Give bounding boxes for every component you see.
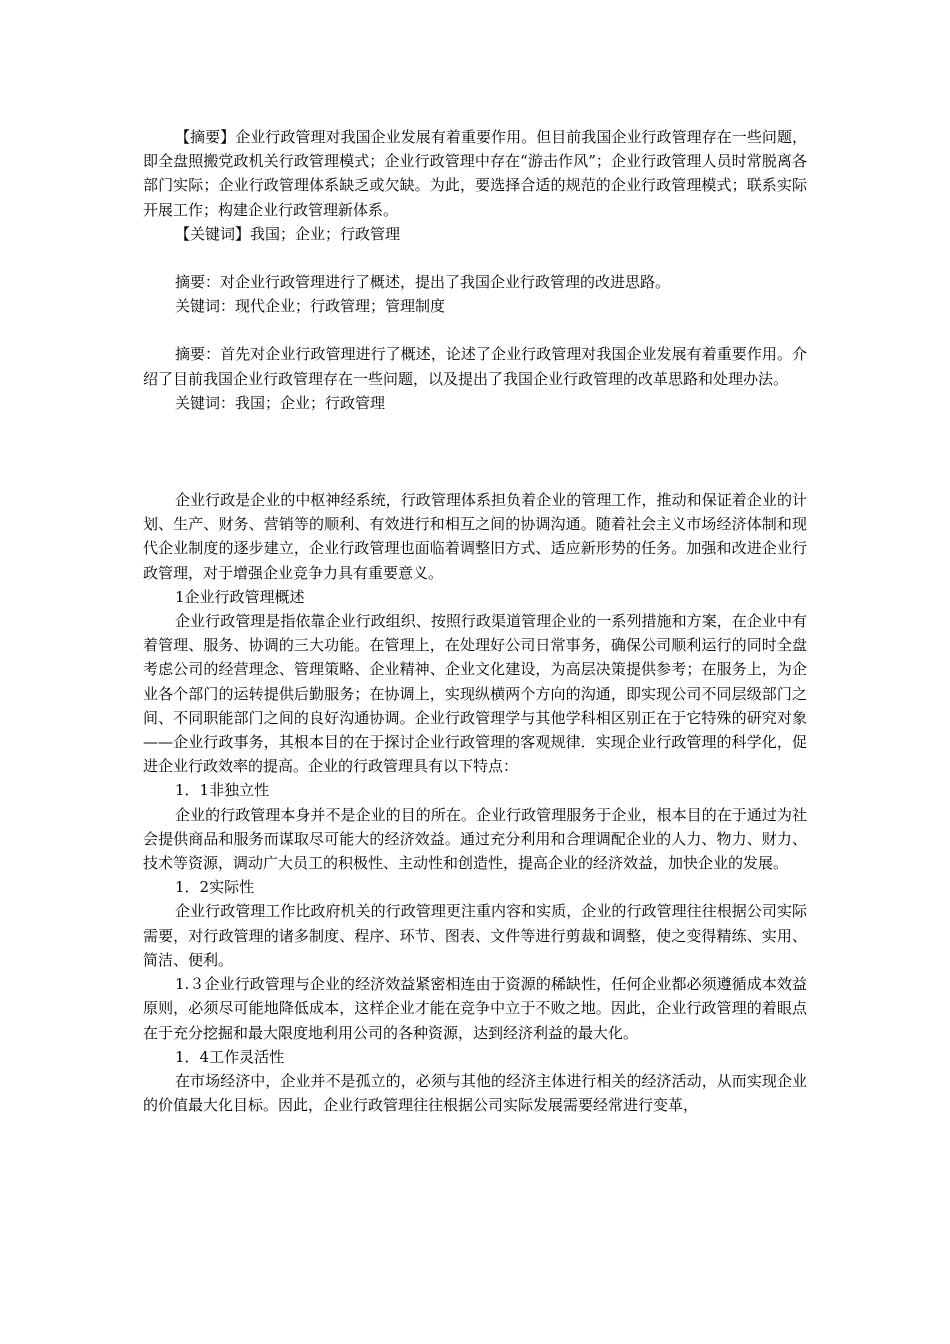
section-heading: 1企业行政管理概述 — [175, 587, 305, 606]
abstract-paragraph: 摘要：对企业行政管理进行了概述，提出了我国企业行政管理的改进思路。 — [175, 273, 671, 292]
body-paragraph: 在市场经济中，企业并不是孤立的，必须与其他的经济主体进行相关的经济活动，从而实现企业的价值最大化目标。因此，企业行政管理往往根据公司实际发展需要经常进行变革， — [143, 1071, 807, 1115]
subsection-heading: 1．4工作灵活性 — [175, 1047, 285, 1066]
body-paragraph: 1.３企业行政管理与企业的经济效益紧密相连由于资源的稀缺性，任何企业都必须遵循成本效益原则，必须尽可能地降低成本，这样企业才能在竞争中立于不败之地。因此，企业行政管理的着眼点在于充分挖掘和最大限度地利用公司的各种资源，达到经济利益的最大化。 — [143, 975, 807, 1042]
subsection-heading: 1．2实际性 — [175, 878, 255, 897]
body-paragraph: 企业的行政管理本身并不是企业的目的所在。企业行政管理服务于企业，根本目的在于通过为社会提供商品和服务而谋取尽可能大的经济效益。通过充分利用和合理调配企业的人力、物力、财力、技术等资源，调动广大员工的积极性、主动性和创造性，提高企业的经济效益，加快企业的发展。 — [143, 805, 807, 873]
subsection-heading: 1．1非独立性 — [175, 781, 270, 800]
keywords-line: 【关键词】我国；企业；行政管理 — [175, 224, 401, 243]
abstract-paragraph: 【摘要】企业行政管理对我国企业发展有着重要作用。但目前我国企业行政管理存在一些问题，即全盘照搬党政机关行政管理模式；企业行政管理中存在“游击作风”；企业行政管理人员时常脱离各部门实际；企业行政管理体系缺乏或欠缺。为此，要选择合适的规范的企业行政管理模式；联系实际开展工作；构建企业行政管理新体系。 — [143, 128, 807, 219]
intro-paragraph: 企业行政是企业的中枢神经系统，行政管理体系担负着企业的管理工作，推动和保证着企业的计划、生产、财务、营销等的顺利、有效进行和相互之间的协调沟通。随着社会主义市场经济体制和现代企业制度的逐步建立，企业行政管理也面临着调整旧方式、适应新形势的任务。加强和改进企业行政管理，对于增强企业竞争力具有重要意义。 — [143, 491, 807, 582]
body-paragraph: 企业行政管理是指依靠企业行政组织、按照行政渠道管理企业的一系列措施和方案，在企业中有着管理、服务、协调的三大功能。在管理上，在处理好公司日常事务，确保公司顺利运行的同时全盘考虑公司的经营理念、管理策略、企业精神、企业文化建设，为高层决策提供参考；在服务上，为企业各个部门的运转提供后勤服务；在协调上，实现纵横两个方向的沟通，即实现公司不同层级部门之间、不同职能部门之间的良好沟通协调。企业行政管理学与其他学科相区别正在于它特殊的研究对象——企业行政事务，其根本目的在于探讨企业行政管理的客观规律．实现企业行政管理的科学化，促进企业行政效率的提高。企业的行政管理具有以下特点： — [143, 612, 807, 776]
body-paragraph: 企业行政管理工作比政府机关的行政管理更注重内容和实质，企业的行政管理往往根据公司实际需要，对行政管理的诸多制度、程序、环节、图表、文件等进行剪裁和调整，使之变得精练、实用、简洁、便利。 — [143, 902, 807, 969]
keywords-line: 关键词：现代企业；行政管理；管理制度 — [175, 297, 446, 316]
document-body — [143, 125, 807, 1117]
spacer — [143, 318, 807, 342]
abstract-paragraph: 摘要：首先对企业行政管理进行了概述，论述了企业行政管理对我国企业发展有着重要作用。介绍了目前我国企业行政管理存在一些问题，以及提出了我国企业行政管理的改革思路和处理办法。 — [143, 345, 807, 388]
keywords-line: 关键词：我国；企业；行政管理 — [175, 393, 386, 412]
spacer — [143, 246, 807, 270]
spacer — [143, 415, 807, 488]
